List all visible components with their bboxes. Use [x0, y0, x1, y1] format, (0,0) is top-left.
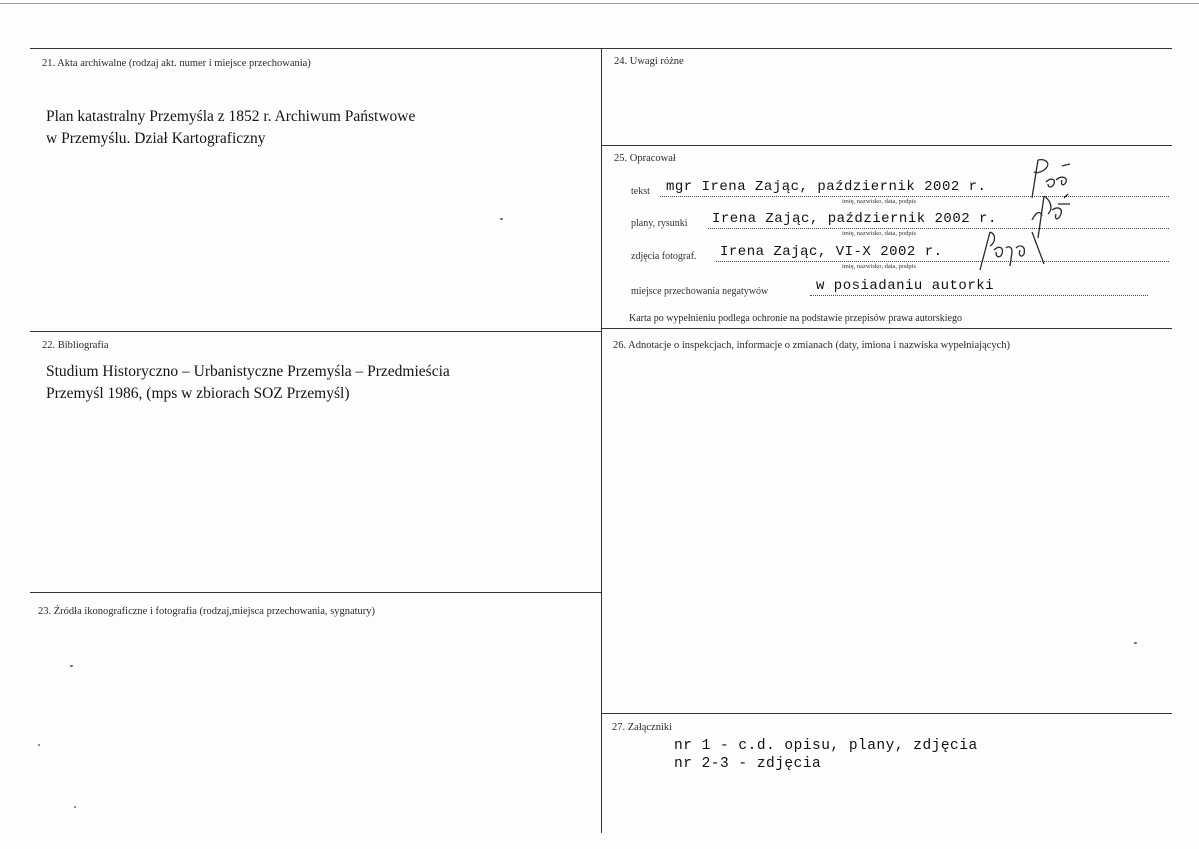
- plany-value: Irena Zając, październik 2002 r.: [712, 211, 997, 227]
- zdjecia-dotted-line: [716, 261, 1169, 262]
- section-25-label: 25. Opracował: [614, 153, 676, 164]
- negatywy-dotted-line: [810, 295, 1148, 296]
- plany-label: plany, rysunki: [631, 218, 688, 229]
- plany-dotted-line: [708, 228, 1169, 229]
- section-24-label: 24. Uwagi różne: [614, 56, 684, 67]
- rule-26-27: [601, 713, 1172, 714]
- tekst-dotted-line: [660, 196, 1169, 197]
- section-21-label: 21. Akta archiwalne (rodzaj akt. numer i miejsce przechowania): [42, 58, 311, 69]
- section-23-label: 23. Źródła ikonograficzne i fotografia (rodzaj,miejsca przechowania, sygnatury): [38, 606, 376, 617]
- tekst-value: mgr Irena Zając, październik 2002 r.: [666, 179, 987, 195]
- section-21-text-line-1: Plan katastralny Przemyśla z 1852 r. Archiwum Państwowe: [46, 108, 416, 125]
- negatywy-label: miejsce przechowania negatywów: [631, 286, 769, 297]
- rule-24-25: [601, 145, 1172, 146]
- section-27-label: 27. Załączniki: [612, 722, 673, 733]
- rule-21-22: [30, 331, 601, 332]
- zdjecia-hint: imię, nazwisko, data, podpis: [842, 263, 917, 270]
- attachments-line-2: nr 2-3 - zdjęcia: [674, 756, 822, 772]
- scan-speck: [1134, 642, 1137, 644]
- plany-hint: imię, nazwisko, data, podpis: [842, 230, 917, 237]
- scan-speck: [500, 218, 503, 220]
- top-border: [0, 3, 1199, 4]
- attachments-line-1: nr 1 - c.d. opisu, plany, zdjęcia: [674, 738, 978, 754]
- tekst-label: tekst: [631, 186, 650, 197]
- zdjecia-value: Irena Zając, VI-X 2002 r.: [720, 244, 943, 260]
- copyright-note: Karta po wypełnieniu podlega ochronie na podstawie przepisów prawa autorskiego: [629, 313, 962, 324]
- section-22-text-line-1: Studium Historyczno – Urbanistyczne Przemyśla – Przedmieścia: [46, 363, 450, 380]
- rule-25-26: [601, 328, 1172, 329]
- section-26-label: 26. Adnotacje o inspekcjach, informacje o zmianach (daty, imiona i nazwiska wypełniających): [613, 340, 1011, 351]
- negatywy-value: w posiadaniu autorki: [816, 278, 995, 294]
- signature-zdjecia: [974, 226, 1054, 276]
- section-22-text-line-2: Przemyśl 1986, (mps w zbiorach SOZ Przemyśl): [46, 385, 350, 402]
- tekst-hint: imię, nazwisko, data, podpis: [842, 198, 917, 205]
- scan-speck: [38, 744, 40, 746]
- section-21-text-line-2: w Przemyślu. Dział Kartograficzny: [46, 130, 266, 147]
- scan-speck: [70, 665, 73, 667]
- rule-22-23: [30, 592, 601, 593]
- section-22-label: 22. Bibliografia: [42, 340, 109, 351]
- center-divider: [601, 48, 602, 833]
- scan-speck: [74, 806, 76, 808]
- zdjecia-label: zdjęcia fotograf.: [631, 251, 697, 262]
